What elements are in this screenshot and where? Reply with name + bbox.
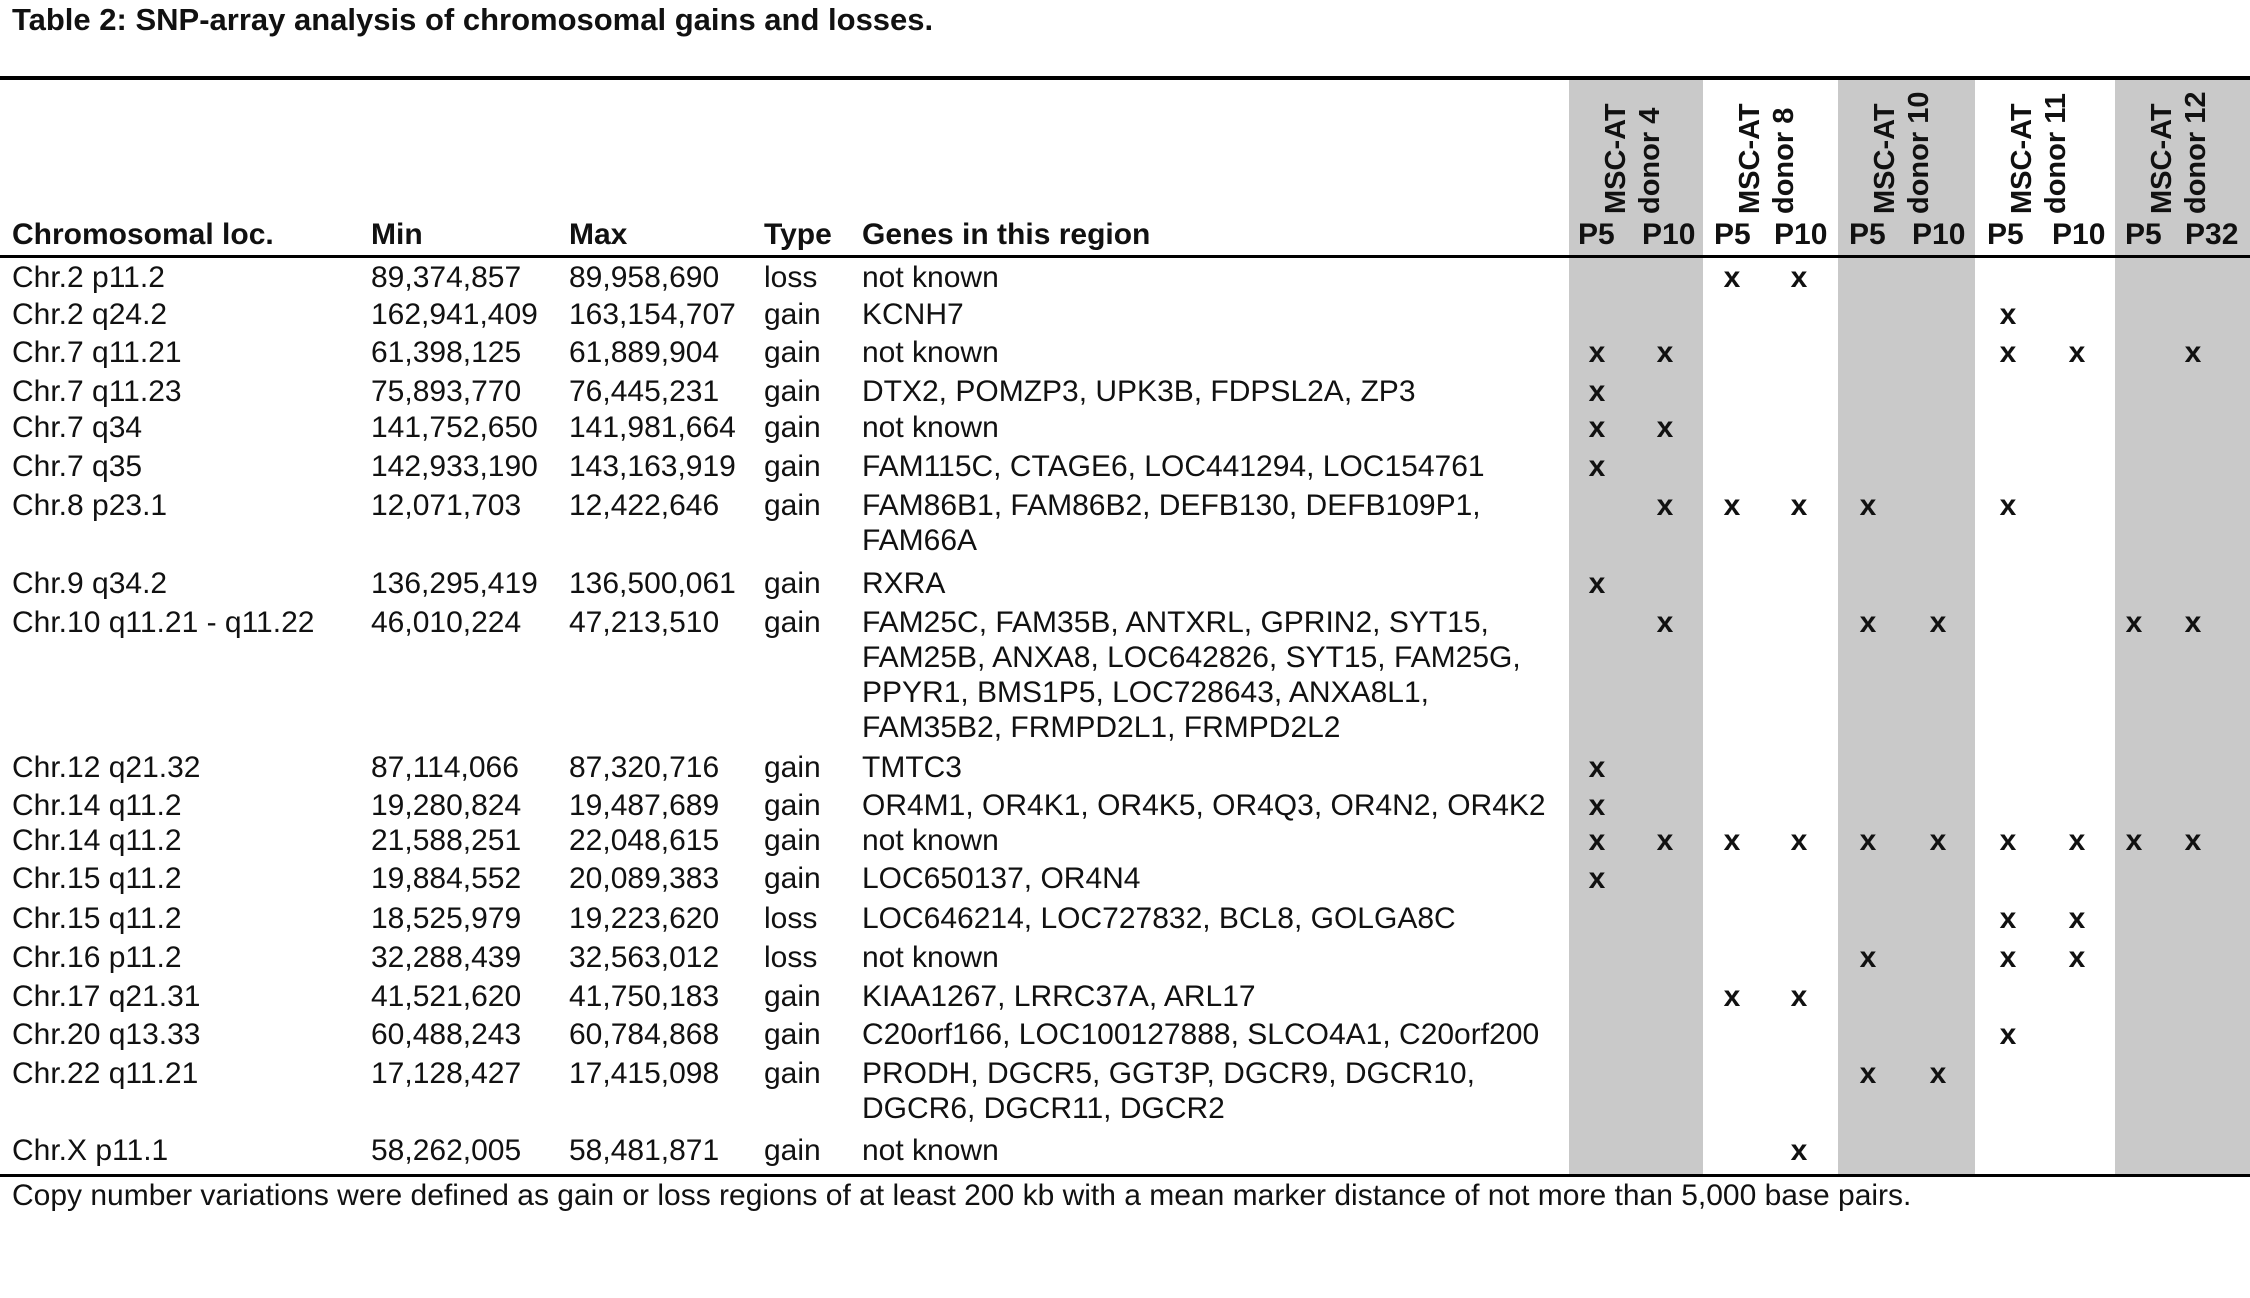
cell-type: loss bbox=[764, 902, 818, 935]
cell-presence-mark: x bbox=[1656, 489, 1674, 522]
cell-max: 89,958,690 bbox=[569, 261, 720, 294]
cell-presence-mark: x bbox=[1859, 489, 1877, 522]
cell-presence-mark: x bbox=[1588, 862, 1606, 895]
cell-presence-mark: x bbox=[1723, 980, 1741, 1013]
cell-min: 60,488,243 bbox=[371, 1018, 522, 1051]
cell-type: loss bbox=[764, 941, 818, 974]
cell-presence-mark: x bbox=[1588, 751, 1606, 784]
cell-genes: KCNH7 bbox=[862, 298, 964, 331]
cell-chromosomal-loc: Chr.16 p11.2 bbox=[12, 941, 182, 974]
cell-min: 18,525,979 bbox=[371, 902, 522, 935]
donor-header-line2: donor 10 bbox=[1903, 91, 1935, 214]
cell-genes: PRODH, DGCR5, GGT3P, DGCR9, DGCR10, DGCR6, DGCR11, DGCR2 bbox=[862, 1057, 1475, 1125]
donor-header-line1: MSC-AT bbox=[2006, 103, 2038, 214]
donor-header-line1: MSC-AT bbox=[1869, 103, 1901, 214]
cell-min: 12,071,703 bbox=[371, 489, 522, 522]
cell-presence-mark: x bbox=[1723, 261, 1741, 294]
cell-genes: C20orf166, LOC100127888, SLCO4A1, C20orf200 bbox=[862, 1018, 1540, 1051]
cell-presence-mark: x bbox=[1656, 824, 1674, 857]
header-rule bbox=[0, 255, 2250, 258]
cell-chromosomal-loc: Chr.10 q11.21 - q11.22 bbox=[12, 606, 315, 639]
cell-max: 20,089,383 bbox=[569, 862, 720, 895]
cell-presence-mark: x bbox=[1790, 1134, 1808, 1167]
cell-min: 19,884,552 bbox=[371, 862, 522, 895]
cell-presence-mark: x bbox=[1723, 489, 1741, 522]
cell-type: gain bbox=[764, 1018, 821, 1051]
cell-min: 141,752,650 bbox=[371, 411, 538, 444]
cell-min: 75,893,770 bbox=[371, 375, 522, 408]
cell-presence-mark: x bbox=[1929, 606, 1947, 639]
passage-header: P10 bbox=[2052, 218, 2106, 251]
cell-min: 61,398,125 bbox=[371, 336, 522, 369]
cell-presence-mark: x bbox=[1588, 567, 1606, 600]
cell-presence-mark: x bbox=[1656, 411, 1674, 444]
cell-type: gain bbox=[764, 489, 821, 522]
cell-presence-mark: x bbox=[1588, 450, 1606, 483]
cell-type: gain bbox=[764, 751, 821, 784]
cell-type: gain bbox=[764, 567, 821, 600]
cell-min: 136,295,419 bbox=[371, 567, 538, 600]
cell-presence-mark: x bbox=[1859, 606, 1877, 639]
cell-type: gain bbox=[764, 1057, 821, 1090]
cell-chromosomal-loc: Chr.14 q11.2 bbox=[12, 824, 182, 857]
cell-presence-mark: x bbox=[1790, 980, 1808, 1013]
cell-chromosomal-loc: Chr.7 q34 bbox=[12, 411, 143, 444]
cell-max: 17,415,098 bbox=[569, 1057, 720, 1090]
cell-chromosomal-loc: Chr.7 q11.21 bbox=[12, 336, 182, 369]
cell-max: 19,487,689 bbox=[569, 789, 720, 822]
cell-presence-mark: x bbox=[2184, 606, 2202, 639]
cell-max: 32,563,012 bbox=[569, 941, 720, 974]
cell-presence-mark: x bbox=[1588, 336, 1606, 369]
cell-presence-mark: x bbox=[1999, 298, 2017, 331]
cell-presence-mark: x bbox=[1723, 824, 1741, 857]
cell-genes: LOC646214, LOC727832, BCL8, GOLGA8C bbox=[862, 902, 1456, 935]
cell-type: gain bbox=[764, 336, 821, 369]
cell-max: 87,320,716 bbox=[569, 751, 720, 784]
cell-genes: LOC650137, OR4N4 bbox=[862, 862, 1141, 895]
cell-presence-mark: x bbox=[1656, 336, 1674, 369]
cell-min: 41,521,620 bbox=[371, 980, 522, 1013]
cell-type: gain bbox=[764, 450, 821, 483]
cell-type: gain bbox=[764, 298, 821, 331]
header-type: Type bbox=[764, 218, 832, 251]
cell-presence-mark: x bbox=[1999, 336, 2017, 369]
cell-genes: DTX2, POMZP3, UPK3B, FDPSL2A, ZP3 bbox=[862, 375, 1416, 408]
cell-max: 41,750,183 bbox=[569, 980, 720, 1013]
cell-presence-mark: x bbox=[1929, 824, 1947, 857]
cell-presence-mark: x bbox=[1929, 1057, 1947, 1090]
cell-min: 17,128,427 bbox=[371, 1057, 522, 1090]
cell-chromosomal-loc: Chr.15 q11.2 bbox=[12, 902, 182, 935]
cell-max: 60,784,868 bbox=[569, 1018, 720, 1051]
cell-max: 61,889,904 bbox=[569, 336, 720, 369]
donor-header-line2: donor 11 bbox=[2040, 93, 2072, 214]
donor-header-line1: MSC-AT bbox=[2146, 103, 2178, 214]
footnote: Copy number variations were defined as gain or loss regions of at least 200 kb with a mean marker distance of not more than 5,000 base pairs. bbox=[12, 1179, 1912, 1212]
donor-header-line1: MSC-AT bbox=[1600, 103, 1632, 214]
cell-genes: not known bbox=[862, 1134, 999, 1167]
passage-header: P5 bbox=[1578, 218, 1615, 251]
cell-chromosomal-loc: Chr.17 q21.31 bbox=[12, 980, 201, 1013]
cell-genes: TMTC3 bbox=[862, 751, 962, 784]
cell-presence-mark: x bbox=[1999, 489, 2017, 522]
table-title: Table 2: SNP-array analysis of chromosomal gains and losses. bbox=[12, 2, 934, 37]
cell-genes: OR4M1, OR4K1, OR4K5, OR4Q3, OR4N2, OR4K2 bbox=[862, 789, 1546, 822]
cell-genes: not known bbox=[862, 411, 999, 444]
cell-chromosomal-loc: Chr.12 q21.32 bbox=[12, 751, 201, 784]
cell-presence-mark: x bbox=[1588, 824, 1606, 857]
cell-min: 89,374,857 bbox=[371, 261, 522, 294]
cell-genes: RXRA bbox=[862, 567, 946, 600]
passage-header: P5 bbox=[1849, 218, 1886, 251]
cell-presence-mark: x bbox=[1859, 1057, 1877, 1090]
cell-min: 32,288,439 bbox=[371, 941, 522, 974]
cell-presence-mark: x bbox=[2125, 606, 2143, 639]
cell-genes: FAM86B1, FAM86B2, DEFB130, DEFB109P1, FAM66A bbox=[862, 489, 1481, 557]
cell-chromosomal-loc: Chr.7 q11.23 bbox=[12, 375, 182, 408]
cell-presence-mark: x bbox=[2068, 902, 2086, 935]
cell-min: 21,588,251 bbox=[371, 824, 522, 857]
passage-header: P5 bbox=[1714, 218, 1751, 251]
cell-chromosomal-loc: Chr.15 q11.2 bbox=[12, 862, 182, 895]
passage-header: P10 bbox=[1774, 218, 1828, 251]
cell-type: gain bbox=[764, 980, 821, 1013]
cell-max: 22,048,615 bbox=[569, 824, 720, 857]
cell-max: 12,422,646 bbox=[569, 489, 720, 522]
header-min: Min bbox=[371, 218, 423, 251]
cell-presence-mark: x bbox=[1790, 489, 1808, 522]
cell-genes: FAM115C, CTAGE6, LOC441294, LOC154761 bbox=[862, 450, 1485, 483]
header-max: Max bbox=[569, 218, 628, 251]
passage-header: P5 bbox=[1987, 218, 2024, 251]
cell-max: 141,981,664 bbox=[569, 411, 736, 444]
donor-header-line2: donor 12 bbox=[2180, 91, 2212, 214]
cell-presence-mark: x bbox=[2068, 824, 2086, 857]
cell-max: 47,213,510 bbox=[569, 606, 720, 639]
cell-presence-mark: x bbox=[2068, 336, 2086, 369]
cell-min: 87,114,066 bbox=[371, 751, 519, 784]
cell-presence-mark: x bbox=[1859, 824, 1877, 857]
cell-chromosomal-loc: Chr.2 p11.2 bbox=[12, 261, 165, 294]
cell-chromosomal-loc: Chr.8 p23.1 bbox=[12, 489, 168, 522]
passage-header: P10 bbox=[1912, 218, 1966, 251]
passage-header: P32 bbox=[2185, 218, 2239, 251]
cell-presence-mark: x bbox=[1999, 941, 2017, 974]
cell-genes: FAM25C, FAM35B, ANTXRL, GPRIN2, SYT15, FAM25B, ANXA8, LOC642826, SYT15, FAM25G, PPYR1, BMS1P5, LOC728643, ANXA8L1, FAM35B2, FRMPD2L1, FRMPD2L2 bbox=[862, 606, 1521, 744]
header-genes: Genes in this region bbox=[862, 218, 1151, 251]
cell-presence-mark: x bbox=[1999, 824, 2017, 857]
cell-type: gain bbox=[764, 1134, 821, 1167]
cell-genes: not known bbox=[862, 824, 999, 857]
cell-min: 162,941,409 bbox=[371, 298, 538, 331]
cell-min: 46,010,224 bbox=[371, 606, 522, 639]
cell-type: gain bbox=[764, 606, 821, 639]
cell-presence-mark: x bbox=[1588, 411, 1606, 444]
cell-chromosomal-loc: Chr.22 q11.21 bbox=[12, 1057, 199, 1090]
cell-presence-mark: x bbox=[1656, 606, 1674, 639]
cell-max: 136,500,061 bbox=[569, 567, 736, 600]
cell-min: 19,280,824 bbox=[371, 789, 522, 822]
cell-type: gain bbox=[764, 411, 821, 444]
cell-presence-mark: x bbox=[1790, 824, 1808, 857]
cell-presence-mark: x bbox=[1999, 902, 2017, 935]
cell-chromosomal-loc: Chr.X p11.1 bbox=[12, 1134, 169, 1167]
cell-type: gain bbox=[764, 375, 821, 408]
donor-header-line2: donor 8 bbox=[1768, 107, 1800, 214]
cell-chromosomal-loc: Chr.7 q35 bbox=[12, 450, 143, 483]
cell-type: loss bbox=[764, 261, 818, 294]
cell-min: 142,933,190 bbox=[371, 450, 538, 483]
donor-header-line2: donor 4 bbox=[1634, 107, 1666, 214]
cell-presence-mark: x bbox=[2184, 336, 2202, 369]
passage-header: P10 bbox=[1642, 218, 1696, 251]
cell-genes: not known bbox=[862, 261, 999, 294]
cell-max: 143,163,919 bbox=[569, 450, 736, 483]
cell-genes: KIAA1267, LRRC37A, ARL17 bbox=[862, 980, 1256, 1013]
cell-presence-mark: x bbox=[1588, 789, 1606, 822]
passage-header: P5 bbox=[2125, 218, 2162, 251]
cell-genes: not known bbox=[862, 336, 999, 369]
donor-header-line1: MSC-AT bbox=[1734, 103, 1766, 214]
cell-presence-mark: x bbox=[1790, 261, 1808, 294]
bottom-rule bbox=[0, 1174, 2250, 1177]
cell-genes: not known bbox=[862, 941, 999, 974]
cell-min: 58,262,005 bbox=[371, 1134, 522, 1167]
cell-presence-mark: x bbox=[2184, 824, 2202, 857]
cell-chromosomal-loc: Chr.14 q11.2 bbox=[12, 789, 182, 822]
cell-max: 163,154,707 bbox=[569, 298, 736, 331]
cell-type: gain bbox=[764, 789, 821, 822]
cell-max: 76,445,231 bbox=[569, 375, 720, 408]
cell-presence-mark: x bbox=[1588, 375, 1606, 408]
cell-presence-mark: x bbox=[2125, 824, 2143, 857]
cell-chromosomal-loc: Chr.20 q13.33 bbox=[12, 1018, 201, 1051]
header-chromosomal-loc: Chromosomal loc. bbox=[12, 218, 274, 251]
cell-chromosomal-loc: Chr.9 q34.2 bbox=[12, 567, 168, 600]
cell-presence-mark: x bbox=[1999, 1018, 2017, 1051]
cell-presence-mark: x bbox=[1859, 941, 1877, 974]
cell-max: 58,481,871 bbox=[569, 1134, 720, 1167]
cell-chromosomal-loc: Chr.2 q24.2 bbox=[12, 298, 168, 331]
cell-max: 19,223,620 bbox=[569, 902, 720, 935]
cell-type: gain bbox=[764, 824, 821, 857]
cell-type: gain bbox=[764, 862, 821, 895]
cell-presence-mark: x bbox=[2068, 941, 2086, 974]
